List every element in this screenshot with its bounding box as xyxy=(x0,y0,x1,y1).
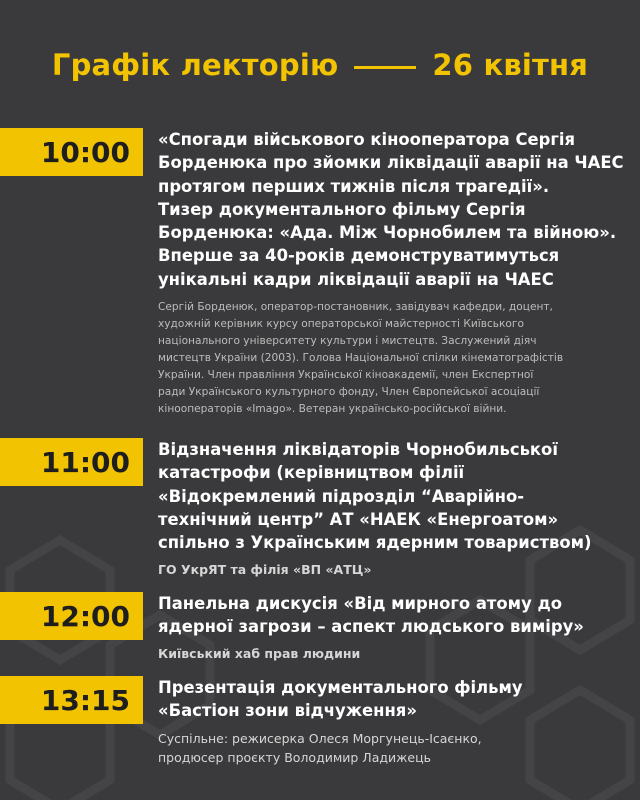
time-badge: 10:00 xyxy=(0,128,143,176)
item-title: Панельна дискусія «Від мирного атому до ядерної загрози – аспект людського виміру» xyxy=(158,594,584,637)
header-dash xyxy=(354,66,416,69)
item-speakers: Суспільне: режисерка Олеся Моргунець-Ісаєнко, продюсер проєкту Володимир Ладижець xyxy=(158,731,482,765)
time-badge: 12:00 xyxy=(0,592,143,640)
header-date: 26 квітня xyxy=(432,48,589,82)
item-organizer: Київський хаб прав людини xyxy=(158,646,361,661)
item-title: «Спогади військового кінооператора Сергія Борденюка про зйомки ліквідації аварії на ЧАЕС протягом перших тижнів після трагедії». Тизер документального фільму Сергія Борденюка: «Ада. Між Чорнобилем та війною». Вперше за 40-років демонструватимуться унікальні кадри ліквідації аварії на ЧАЕС xyxy=(158,130,624,289)
time-badge: 13:15 xyxy=(0,676,143,724)
header-title: Графік лекторію xyxy=(51,48,339,82)
item-title: Презентація документального фільму «Бастіон зони відчуження» xyxy=(158,678,523,721)
item-description: Сергій Борденюк, оператор-постановник, завідувач кафедри, доцент, художній керівник курсу операторської майстерності Київського національного університету культури і мистецтв. Заслужений діяч мистецтв України (2003). Голова Національної спілки кінематографістів України. Член правління Української кіноакадемії, член Експертної ради Українського культурного фонду, Член Європейської асоціації кінооператорів «Imago». Ветеран українсько-російської війни. xyxy=(158,301,564,415)
page-header xyxy=(0,48,640,82)
item-title: Відзначення ліквідаторів Чорнобильської катастрофи (керівництвом філії «Відокремлений підрозділ “Аварійно- технічний центр” АТ «НАЕК «Енергоатом» спільно з Українським ядерним товариством) xyxy=(158,440,592,553)
item-organizer: ГО УкрЯТ та філія «ВП «АТЦ» xyxy=(158,562,372,577)
time-badge: 11:00 xyxy=(0,438,143,486)
